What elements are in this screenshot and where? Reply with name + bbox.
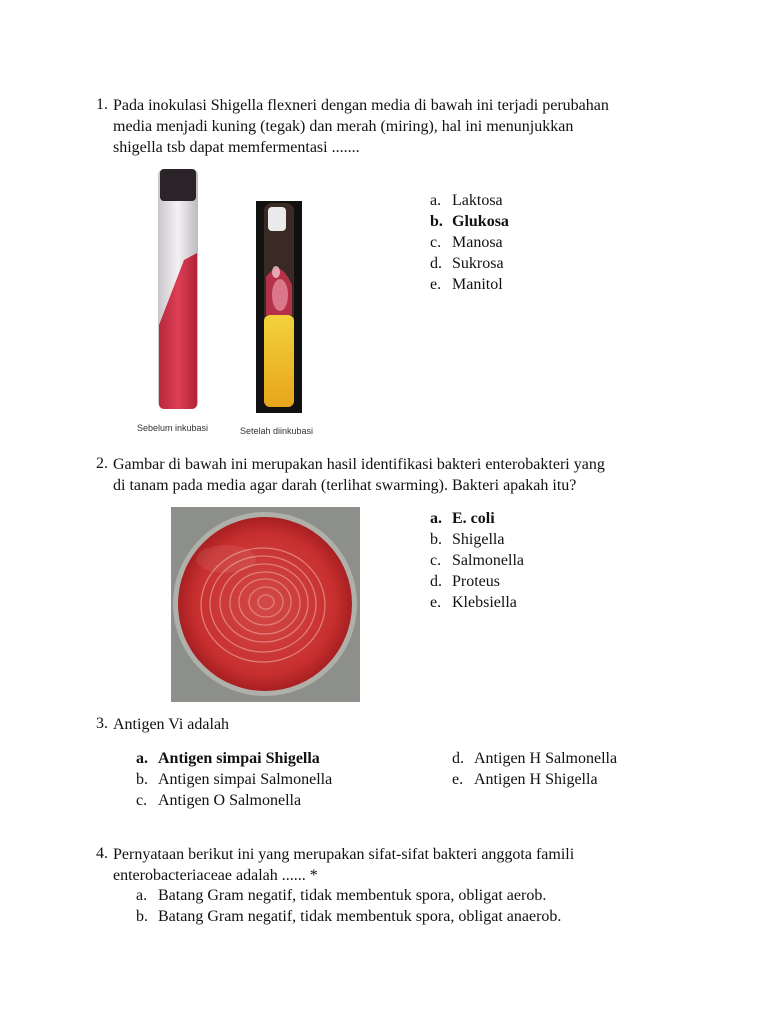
option-b: b. Antigen simpai Salmonella — [136, 771, 333, 788]
option-a: a. E. coli — [430, 510, 495, 527]
option-a: a. Laktosa — [430, 192, 503, 209]
option-b: b. Shigella — [430, 531, 505, 548]
image-caption-after: Setelah diinkubasi — [240, 426, 314, 436]
option-e: e. Antigen H Shigella — [452, 771, 598, 788]
option-e: e. Manitol — [430, 276, 503, 293]
option-c: c. Antigen O Salmonella — [136, 792, 302, 809]
question-number: 1. — [96, 96, 108, 113]
question-text-line: enterobacteriaceae adalah ...... * — [113, 867, 318, 884]
option-b: b. Batang Gram negatif, tidak membentuk spora, obligat anaerob. — [136, 908, 562, 925]
question-number: 2. — [96, 455, 108, 472]
petri-dish-image — [171, 507, 360, 702]
option-a: a. Batang Gram negatif, tidak membentuk spora, obligat aerob. — [136, 887, 547, 904]
tubes-image — [130, 165, 340, 445]
option-c: c. Manosa — [430, 234, 503, 251]
option-d: d. Sukrosa — [430, 255, 504, 272]
option-c: c. Salmonella — [430, 552, 524, 569]
question-text-line: Pada inokulasi Shigella flexneri dengan media di bawah ini terjadi perubahan — [113, 97, 609, 114]
question-text-line: Antigen Vi adalah — [113, 716, 230, 733]
option-e: e. Klebsiella — [430, 594, 517, 611]
question-text-line: di tanam pada media agar darah (terlihat swarming). Bakteri apakah itu? — [113, 477, 577, 494]
option-d: d. Proteus — [430, 573, 500, 590]
question-text-line: Pernyataan berikut ini yang merupakan sifat-sifat bakteri anggota famili — [113, 846, 575, 863]
question-text-line: shigella tsb dapat memfermentasi ....... — [113, 139, 360, 156]
question-text-line: Gambar di bawah ini merupakan hasil identifikasi bakteri enterobakteri yang — [113, 456, 605, 473]
option-d: d. Antigen H Salmonella — [452, 750, 618, 767]
question-number: 3. — [96, 715, 108, 732]
image-caption-before: Sebelum inkubasi — [137, 423, 209, 433]
question-number: 4. — [96, 845, 108, 862]
option-b: b. Glukosa — [430, 213, 509, 230]
option-a: a. Antigen simpai Shigella — [136, 750, 320, 767]
question-text-line: media menjadi kuning (tegak) dan merah (miring), hal ini menunjukkan — [113, 118, 574, 135]
